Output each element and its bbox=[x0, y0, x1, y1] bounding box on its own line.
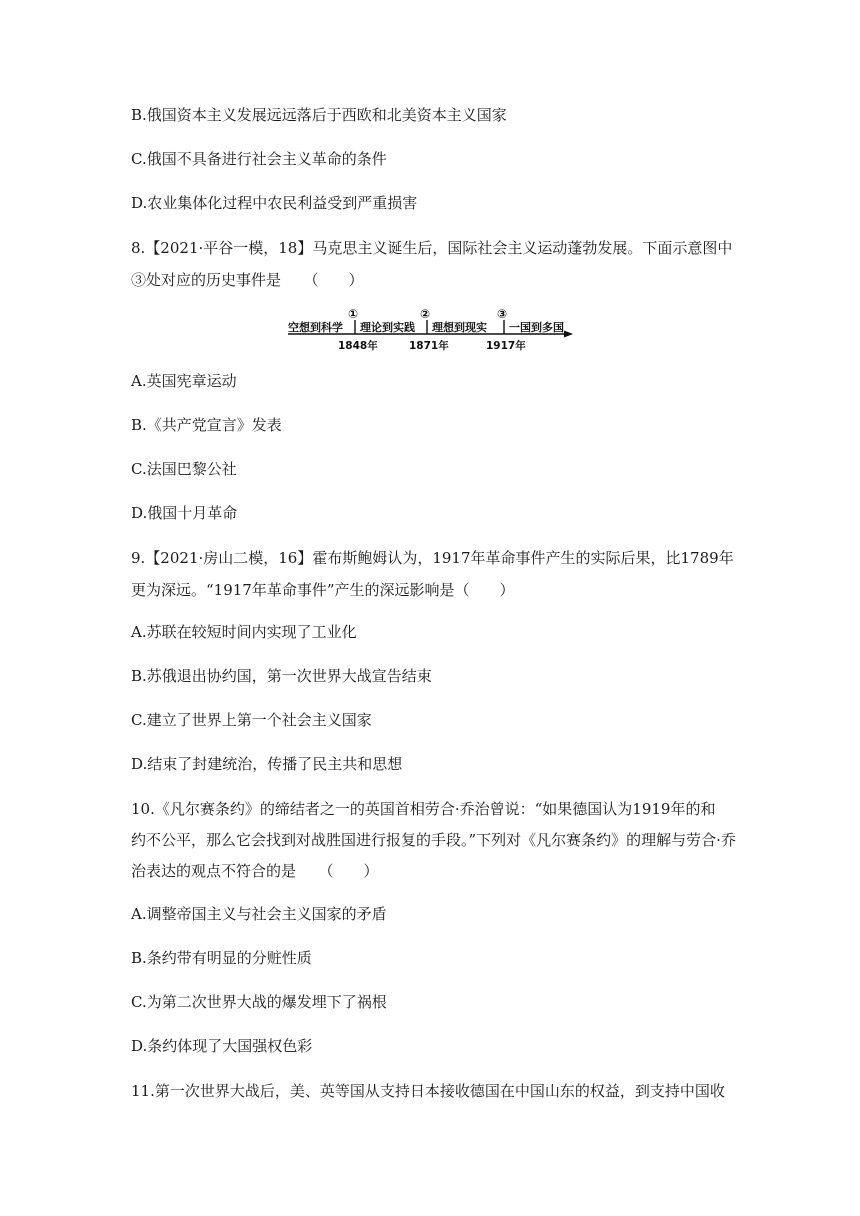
line-q9-stem-1: 9.【2021·房山二模，16】霍布斯鲍姆认为，1917年革命事件产生的实际后果，比1789年 bbox=[131, 549, 734, 567]
line-q7-b: B.俄国资本主义发展远远落后于西欧和北美资本主义国家 bbox=[131, 106, 507, 124]
line-q10-stem-3: 治表达的观点不符合的是 （ ） bbox=[131, 862, 379, 880]
line-q10-a: A.调整帝国主义与社会主义国家的矛盾 bbox=[131, 905, 387, 923]
line-q9-b: B.苏俄退出协约国，第一次世界大战宣告结束 bbox=[131, 667, 432, 685]
timeline-marker-3: ③ bbox=[497, 307, 508, 321]
timeline-arrow bbox=[564, 331, 573, 338]
timeline-marker-1: ① bbox=[348, 307, 359, 321]
timeline-year-2: 1871年 bbox=[409, 340, 449, 352]
line-q10-d: D.条约体现了大国强权色彩 bbox=[131, 1037, 313, 1055]
line-q9-a: A.苏联在较短时间内实现了工业化 bbox=[131, 623, 357, 641]
line-q11-stem-1: 11.第一次世界大战后，美、英等国从支持日本接收德国在中国山东的权益，到支持中国收 bbox=[131, 1082, 725, 1100]
timeline-svg bbox=[284, 306, 574, 352]
timeline-marker-2: ② bbox=[420, 307, 431, 321]
line-q8-d: D.俄国十月革命 bbox=[131, 504, 238, 522]
line-q10-c: C.为第二次世界大战的爆发埋下了祸根 bbox=[131, 993, 387, 1011]
line-q8-a: A.英国宪章运动 bbox=[131, 372, 237, 390]
line-q7-c: C.俄国不具备进行社会主义革命的条件 bbox=[131, 150, 387, 168]
line-q10-stem-1: 10.《凡尔赛条约》的缔结者之一的英国首相劳合·乔治曾说：“如果德国认为1919年的和 bbox=[131, 800, 716, 818]
line-q10-b: B.条约带有明显的分赃性质 bbox=[131, 949, 312, 967]
line-q9-c: C.建立了世界上第一个社会主义国家 bbox=[131, 711, 372, 729]
line-q9-stem-2: 更为深远。“1917年革命事件”产生的深远影响是（ ） bbox=[131, 581, 515, 599]
line-q8-stem-1: 8.【2021·平谷一模，18】马克思主义诞生后，国际社会主义运动蓬勃发展。下面示意图中 bbox=[131, 239, 733, 257]
timeline-year-3: 1917年 bbox=[486, 340, 526, 352]
line-q7-d: D.农业集体化过程中农民利益受到严重损害 bbox=[131, 194, 418, 212]
line-q10-stem-2: 约不公平，那么它会找到对战胜国进行报复的手段。”下列对《凡尔赛条约》的理解与劳合·乔 bbox=[131, 831, 736, 849]
timeline-diagram bbox=[284, 306, 574, 352]
timeline-year-1: 1848年 bbox=[338, 340, 378, 352]
timeline-stage-1: 空想到科学 bbox=[288, 321, 343, 334]
line-q8-b: B.《共产党宣言》发表 bbox=[131, 416, 282, 434]
timeline-stage-4: 一国到多国 bbox=[509, 321, 564, 334]
line-q8-stem-2: ③处对应的历史事件是 （ ） bbox=[131, 271, 364, 289]
timeline-stage-2: 理论到实践 bbox=[360, 321, 415, 334]
timeline-stage-3: 理想到现实 bbox=[432, 321, 487, 334]
line-q8-c: C.法国巴黎公社 bbox=[131, 460, 237, 478]
line-q9-d: D.结束了封建统治，传播了民主共和思想 bbox=[131, 755, 403, 773]
